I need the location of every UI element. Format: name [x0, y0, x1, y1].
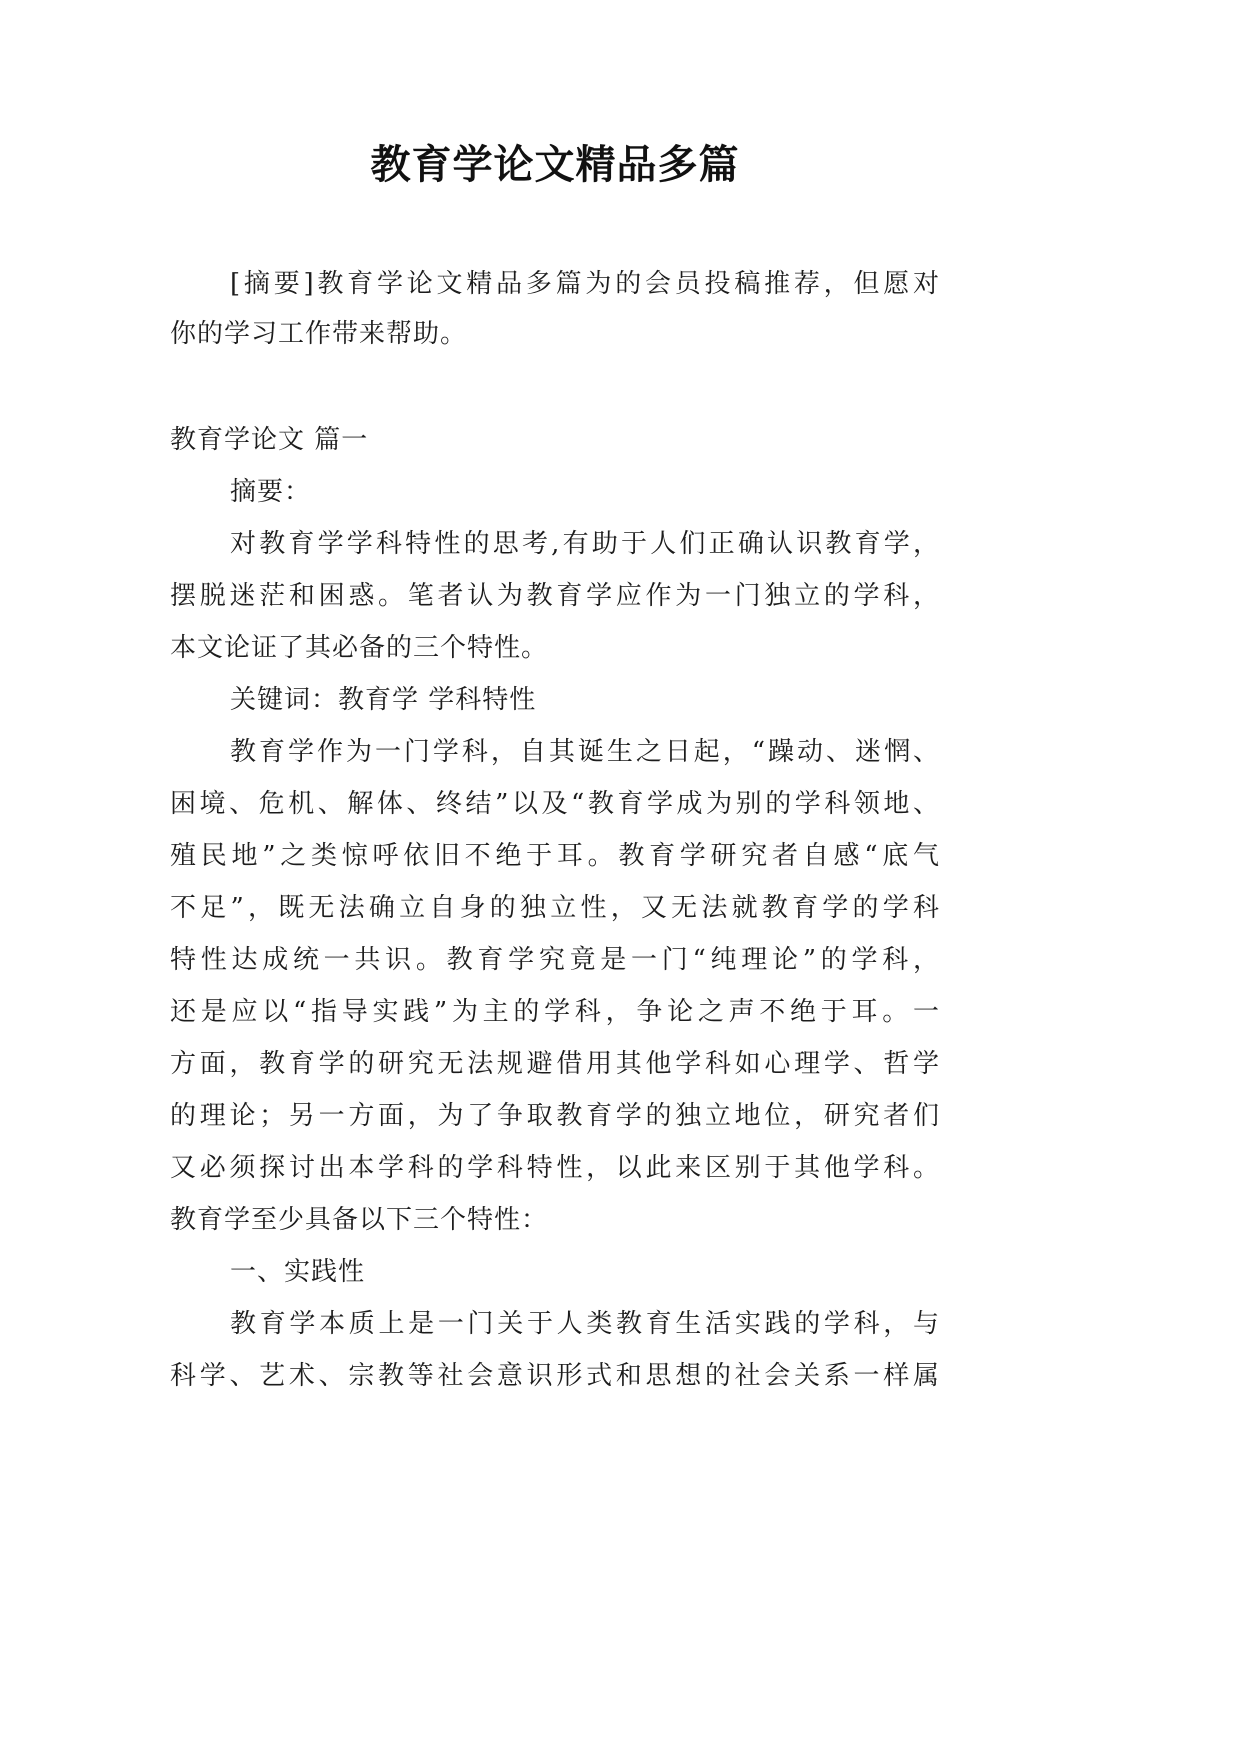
abstract-line: 本文论证了其必备的三个特性。: [170, 633, 549, 663]
body-line: 又必须探讨出本学科的学科特性，以此来区别于其他学科。: [170, 1153, 940, 1183]
body-line: 教育学本质上是一门关于人类教育生活实践的学科，与: [230, 1309, 940, 1339]
abstract-line: 摆脱迷茫和困惑。笔者认为教育学应作为一门独立的学科，: [170, 581, 940, 611]
body-line: 教育学作为一门学科，自其诞生之日起，“躁动、迷惘、: [230, 737, 940, 767]
body-line: 科学、艺术、宗教等社会意识形式和思想的社会关系一样属: [170, 1361, 940, 1391]
body-line: 教育学至少具备以下三个特性：: [170, 1205, 549, 1235]
article-heading: 教育学论文 篇一: [170, 425, 369, 455]
abstract-label: 摘要：: [230, 477, 312, 507]
summary-line: [摘要]教育学论文精品多篇为的会员投稿推荐，但愿对: [230, 269, 940, 299]
body-line: 还是应以“指导实践”为主的学科，争论之声不绝于耳。一: [170, 997, 940, 1027]
body-line: 殖民地”之类惊呼依旧不绝于耳。教育学研究者自感“底气: [170, 841, 940, 871]
body-line: 特性达成统一共识。教育学究竟是一门“纯理论”的学科，: [170, 945, 940, 975]
abstract-line: 对教育学学科特性的思考,有助于人们正确认识教育学，: [230, 529, 940, 559]
article-body: [170, 414, 940, 1402]
body-line: 不足”，既无法确立自身的独立性，又无法就教育学的学科: [170, 893, 940, 923]
body-line: 方面，教育学的研究无法规避借用其他学科如心理学、哲学: [170, 1049, 940, 1079]
keywords-line: 关键词：教育学 学科特性: [230, 685, 537, 715]
abstract-paragraph: [170, 518, 940, 674]
section-paragraph: [170, 1298, 940, 1402]
summary-line: 你的学习工作带来帮助。: [170, 319, 468, 349]
section-heading: 一、实践性: [230, 1257, 366, 1287]
document-title: 教育学论文精品多篇: [370, 141, 740, 188]
body-line: 的理论；另一方面，为了争取教育学的独立地位，研究者们: [170, 1101, 940, 1131]
summary-paragraph: [170, 259, 940, 359]
body-line: 困境、危机、解体、终结”以及“教育学成为别的学科领地、: [170, 789, 940, 819]
introduction-paragraph: [170, 726, 940, 1246]
